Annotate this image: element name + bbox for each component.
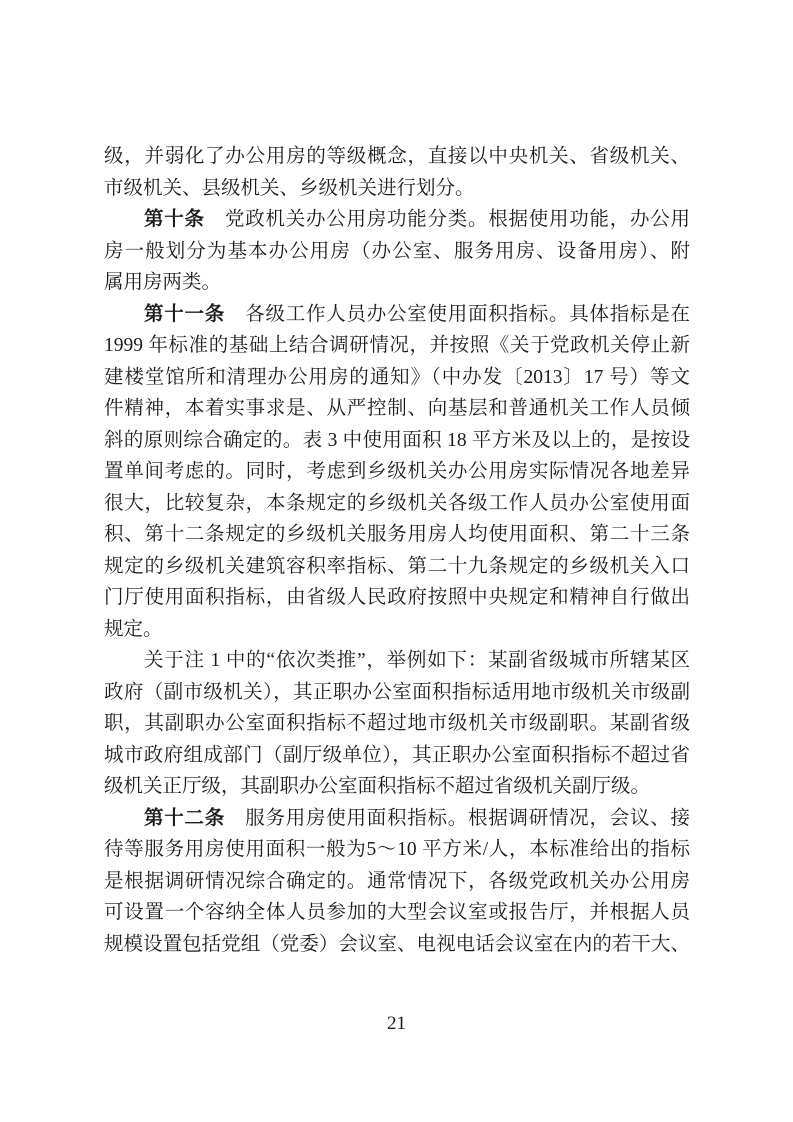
text-line (104, 362, 690, 394)
para-article-11 (104, 299, 690, 646)
text-line (104, 866, 690, 898)
text-line (104, 551, 690, 583)
text-line (104, 740, 690, 772)
text-segment: 门厅使用面积指标，由省级人民政府按照中央规定和精神自行做出 (104, 587, 690, 608)
text-segment: 各级工作人员办公室使用面积指标。具体指标是在 (225, 303, 690, 325)
text-segment: 斜的原则综合确定的。表 3 中使用面积 18 平方米及以上的，是按设 (104, 429, 690, 451)
text-line (104, 330, 690, 362)
text-line (104, 771, 690, 803)
para-article-12 (104, 803, 690, 961)
text-segment: 政府（副市级机关），其正职办公室面积指标适用地市级机关市级副 (104, 681, 690, 703)
text-segment: 房一般划分为基本办公用房（办公室、服务用房、设备用房）、附 (104, 240, 690, 262)
page-number: 21 (387, 1013, 406, 1034)
text-line (104, 897, 690, 929)
text-segment: 待等服务用房使用面积一般为5～10 平方米/人，本标准给出的指标 (104, 839, 690, 860)
text-segment: 置单间考虑的。同时，考虑到乡级机关办公用房实际情况各地差异 (104, 461, 690, 482)
text-segment: 规模设置包括党组（党委）会议室、电视电话会议室在内的若干大、 (104, 933, 690, 955)
text-segment: 党政机关办公用房功能分类。根据使用功能，办公用 (204, 209, 690, 230)
text-line (104, 425, 690, 457)
text-segment: 属用房两类。 (104, 272, 222, 293)
text-segment: 城市政府组成部门（副厅级单位），其正职办公室面积指标不超过省 (104, 744, 690, 766)
text-line (104, 488, 690, 520)
para-article-10 (104, 204, 690, 299)
text-segment: 件精神，本着实事求是、从严控制、向基层和普通机关工作人员倾 (104, 398, 690, 419)
text-line (104, 582, 690, 614)
text-line (104, 929, 690, 961)
text-line (104, 614, 690, 646)
text-segment: 市级机关、县级机关、乡级机关进行划分。 (104, 177, 475, 199)
article-heading: 第十二条 (144, 807, 225, 829)
text-line (104, 834, 690, 866)
text-segment: 是根据调研情况综合确定的。通常情况下，各级党政机关办公用房 (104, 870, 690, 892)
article-heading: 第十条 (144, 209, 205, 230)
para-note-explanation (104, 645, 690, 803)
text-line (104, 204, 690, 236)
text-line (104, 456, 690, 488)
text-line (104, 519, 690, 551)
text-segment: 关于注 1 中的“依次类推”，举例如下：某副省级城市所辖某区 (144, 650, 690, 671)
text-line (104, 267, 690, 299)
text-line (104, 645, 690, 677)
text-segment: 可设置一个容纳全体人员参加的大型会议室或报告厅，并根据人员 (104, 902, 690, 923)
text-line (104, 677, 690, 709)
text-segment: 积、第十二条规定的乡级机关服务用房人均使用面积、第二十三条 (104, 524, 690, 545)
article-heading: 第十一条 (144, 303, 225, 325)
text-segment: 规定。 (104, 618, 163, 640)
para-continuation (104, 141, 690, 204)
text-segment: 很大，比较复杂，本条规定的乡级机关各级工作人员办公室使用面 (104, 492, 690, 514)
text-line (104, 299, 690, 331)
text-segment: 规定的乡级机关建筑容积率指标、第二十九条规定的乡级机关入口 (104, 555, 690, 577)
text-segment: 1999 年标准的基础上结合调研情况，并按照《关于党政机关停止新 (104, 335, 690, 356)
text-line (104, 236, 690, 268)
text-segment: 职，其副职办公室面积指标不超过地市级机关市级副职。某副省级 (104, 713, 690, 734)
text-segment: 级，并弱化了办公用房的等级概念，直接以中央机关、省级机关、 (104, 146, 690, 167)
text-line (104, 393, 690, 425)
text-segment: 级机关正厅级，其副职办公室面积指标不超过省级机关副厅级。 (104, 776, 651, 797)
text-block (104, 141, 690, 960)
text-line (104, 141, 690, 173)
text-line (104, 803, 690, 835)
text-line (104, 173, 690, 205)
text-line (104, 708, 690, 740)
text-segment: 服务用房使用面积指标。根据调研情况，会议、接 (225, 807, 690, 829)
text-segment: 建楼堂馆所和清理办公用房的通知》（中办发〔2013〕17 号）等文 (104, 366, 690, 388)
